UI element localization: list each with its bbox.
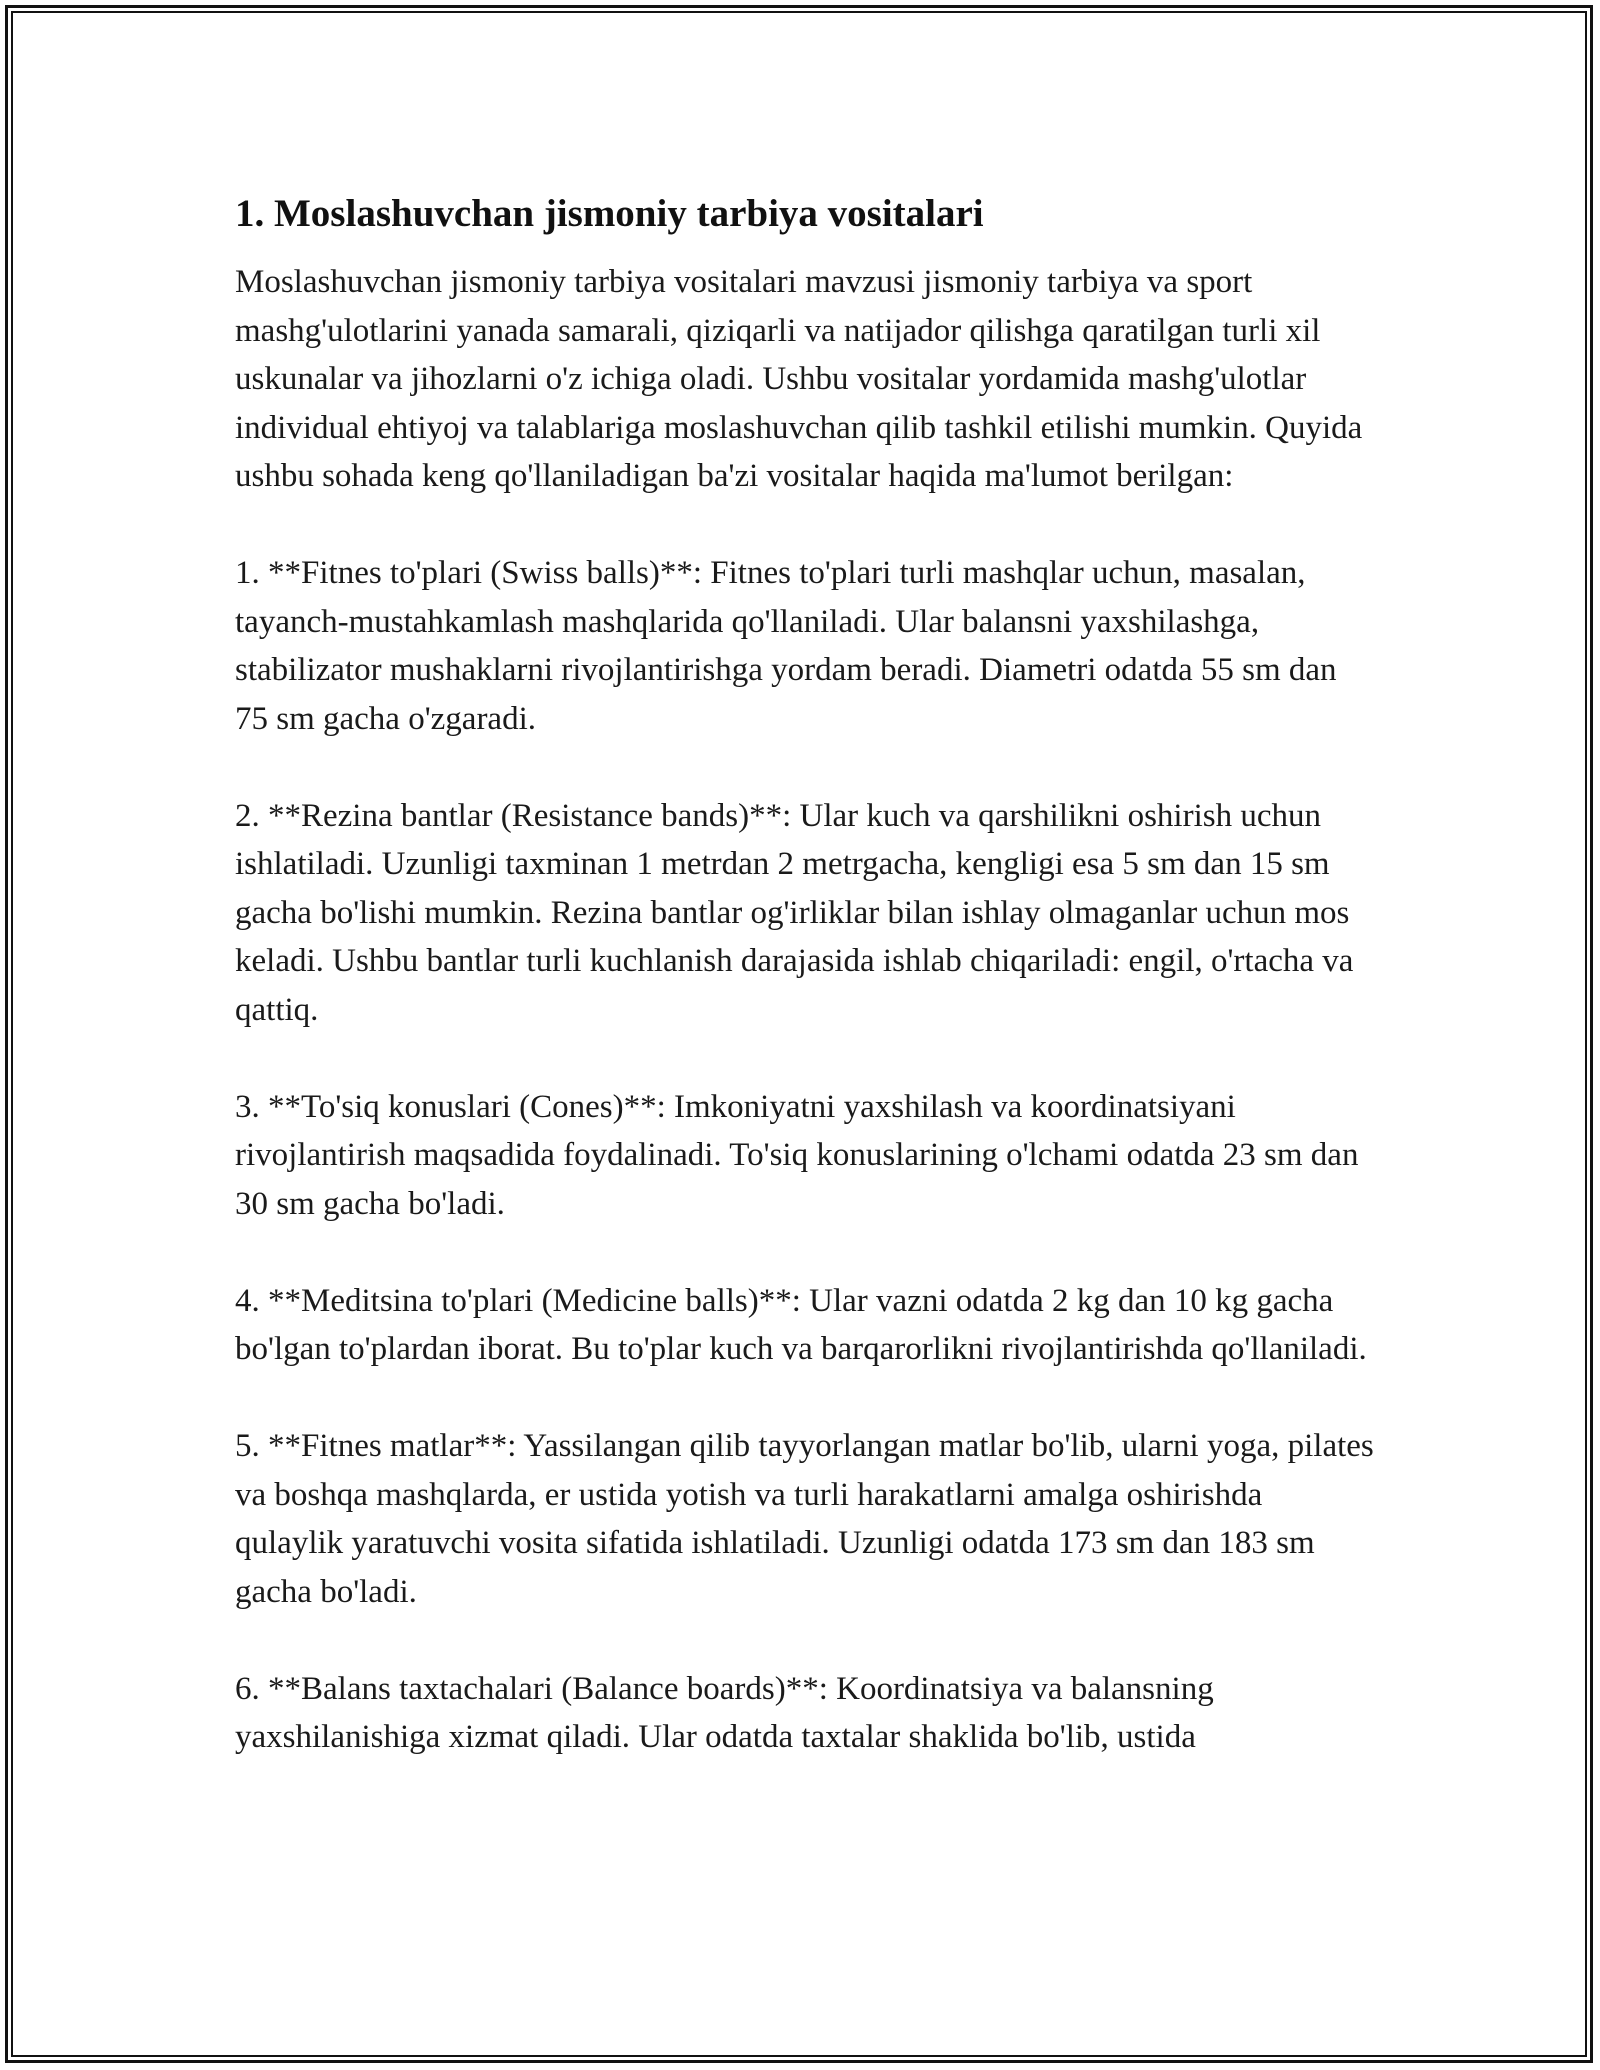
list-item-5: 5. **Fitnes matlar**: Yassilangan qilib tayyorlangan matlar bo'lib, ularni yoga, pilates va boshqa mashqlarda, er ustida yotish va turli harakatlarni amalga oshirishda qulaylik yaratuvchi vosita sifatida ishlatiladi. Uzunligi odatda 173 sm dan 183 sm gacha bo'ladi. — [235, 1428, 1374, 1610]
intro-paragraph: Moslashuvchan jismoniy tarbiya vositalari mavzusi jismoniy tarbiya va sport mashg'ulotlarini yanada samarali, qiziqarli va natijador qilishga qaratilgan turli xil uskunalar va jihozlarni o'z ichiga oladi. Ushbu vositalar yordamida mashg'ulotlar individual ehtiyoj va talablariga moslashuvchan qilib tashkil etilishi mumkin. Quyida ushbu sohada keng qo'llaniladigan ba'zi vositalar haqida ma'lumot berilgan: — [235, 264, 1363, 494]
list-item-6: 6. **Balans taxtachalari (Balance boards)**: Koordinatsiya va balansning yaxshilanishiga xizmat qiladi. Ular odatda taxtalar shaklida bo'lib, ustida — [235, 1670, 1214, 1755]
list-item-3: 3. **To'siq konuslari (Cones)**: Imkoniyatni yaxshilash va koordinatsiyani rivojlantirish maqsadida foydalinadi. To'siq konuslarining o'lchami odatda 23 sm dan 30 sm gacha bo'ladi. — [235, 1088, 1359, 1222]
list-item-2: 2. **Rezina bantlar (Resistance bands)**: Ular kuch va qarshilikni oshirish uchun ishlatiladi. Uzunligi taxminan 1 metrdan 2 metrgacha, kengligi esa 5 sm dan 15 sm gacha bo'lishi mumkin. Rezina bantlar og'irliklar bilan ishlay olmaganlar uchun mos keladi. Ushbu bantlar turli kuchlanish darajasida ishlab chiqariladi: engil, o'rtacha va qattiq. — [235, 797, 1354, 1028]
document-body — [235, 190, 1375, 1810]
list-item-4: 4. **Meditsina to'plari (Medicine balls)**: Ular vazni odatda 2 kg dan 10 kg gacha bo'lgan to'plardan iborat. Bu to'plar kuch va barqarorlikni rivojlantirishda qo'llaniladi. — [235, 1282, 1367, 1367]
list-item-1: 1. **Fitnes to'plari (Swiss balls)**: Fitnes to'plari turli mashqlar uchun, masalan, tayanch-mustahkamlash mashqlarida qo'llaniladi. Ular balansni yaxshilashga, stabilizator mushaklarni rivojlantirishga yordam beradi. Diametri odatda 55 sm dan 75 sm gacha o'zgaradi. — [235, 555, 1337, 737]
section-heading: 1. Moslashuvchan jismoniy tarbiya vositalari — [235, 192, 984, 235]
